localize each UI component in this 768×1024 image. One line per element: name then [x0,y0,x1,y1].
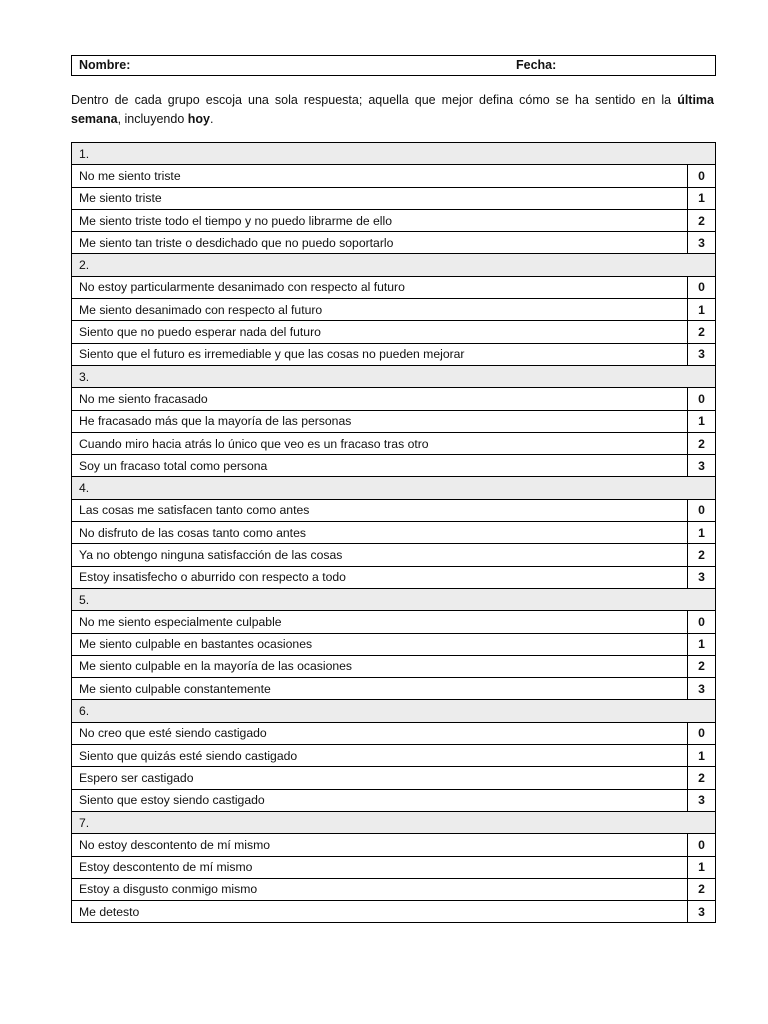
instructions-text-3: . [209,112,214,126]
option-text: No me siento triste [72,165,688,187]
option-score: 3 [687,901,715,923]
group-number: 7. [72,811,716,833]
option-row[interactable] [72,522,716,544]
option-row[interactable] [72,410,716,432]
option-row[interactable] [72,901,716,923]
option-row[interactable] [72,343,716,365]
group-header-row [72,811,716,833]
option-text: Soy un fracaso total como persona [72,455,688,477]
group-number: 3. [72,365,716,387]
option-score: 3 [687,343,715,365]
option-score: 3 [687,789,715,811]
group-number: 4. [72,477,716,499]
option-row[interactable] [72,745,716,767]
option-text: Me siento culpable constantemente [72,678,688,700]
option-text: Me siento tan triste o desdichado que no puedo soportarlo [72,232,688,254]
group-header-row [72,254,716,276]
option-row[interactable] [72,878,716,900]
option-score: 3 [687,566,715,588]
option-row[interactable] [72,789,716,811]
option-text: Me siento culpable en la mayoría de las ocasiones [72,655,688,677]
date-label: Fecha: [516,58,557,72]
option-text: No me siento fracasado [72,388,688,410]
group-header-row [72,143,716,165]
option-text: He fracasado más que la mayoría de las personas [72,410,688,432]
option-row[interactable] [72,544,716,566]
option-score: 1 [687,299,715,321]
instructions-bold-today: hoy [187,112,210,126]
header-box [71,55,716,76]
option-row[interactable] [72,633,716,655]
instructions-text-1: Dentro de cada grupo escoja una sola respuesta; aquella que mejor defina cómo se ha sentido en la [71,93,678,107]
group-number: 1. [72,143,716,165]
option-row[interactable] [72,165,716,187]
option-score: 2 [687,878,715,900]
option-row[interactable] [72,432,716,454]
group-header-row [72,700,716,722]
option-text: No disfruto de las cosas tanto como antes [72,522,688,544]
option-score: 2 [687,655,715,677]
group-header-row [72,588,716,610]
inventory-table [71,142,716,923]
instructions [71,91,714,129]
option-score: 3 [687,232,715,254]
option-score: 0 [687,276,715,298]
questionnaire-page [71,55,716,923]
group-number: 5. [72,588,716,610]
option-score: 0 [687,722,715,744]
option-row[interactable] [72,678,716,700]
option-row[interactable] [72,455,716,477]
option-score: 1 [687,633,715,655]
group-number: 2. [72,254,716,276]
option-row[interactable] [72,299,716,321]
option-row[interactable] [72,655,716,677]
inventory-body [72,143,716,923]
option-score: 2 [687,432,715,454]
option-row[interactable] [72,499,716,521]
option-score: 2 [687,321,715,343]
option-row[interactable] [72,834,716,856]
option-score: 2 [687,767,715,789]
option-score: 3 [687,678,715,700]
option-score: 0 [687,834,715,856]
option-text: Espero ser castigado [72,767,688,789]
option-text: Siento que no puedo esperar nada del futuro [72,321,688,343]
option-row[interactable] [72,321,716,343]
option-score: 1 [687,856,715,878]
option-text: Cuando miro hacia atrás lo único que veo es un fracaso tras otro [72,432,688,454]
option-text: Me siento triste todo el tiempo y no puedo librarme de ello [72,209,688,231]
option-row[interactable] [72,611,716,633]
option-text: Estoy descontento de mí mismo [72,856,688,878]
option-score: 0 [687,165,715,187]
option-score: 1 [687,745,715,767]
group-header-row [72,365,716,387]
option-text: Estoy insatisfecho o aburrido con respecto a todo [72,566,688,588]
option-score: 0 [687,499,715,521]
option-text: Ya no obtengo ninguna satisfacción de las cosas [72,544,688,566]
option-score: 1 [687,522,715,544]
option-text: Me detesto [72,901,688,923]
option-text: Siento que estoy siendo castigado [72,789,688,811]
option-text: No me siento especialmente culpable [72,611,688,633]
option-row[interactable] [72,187,716,209]
option-text: Las cosas me satisfacen tanto como antes [72,499,688,521]
option-row[interactable] [72,209,716,231]
option-text: Siento que el futuro es irremediable y que las cosas no pueden mejorar [72,343,688,365]
option-score: 3 [687,455,715,477]
option-row[interactable] [72,232,716,254]
option-text: Siento que quizás esté siendo castigado [72,745,688,767]
option-row[interactable] [72,388,716,410]
option-row[interactable] [72,767,716,789]
option-score: 1 [687,410,715,432]
option-text: No estoy descontento de mí mismo [72,834,688,856]
instructions-text-2: , incluyendo [117,112,188,126]
group-header-row [72,477,716,499]
option-score: 2 [687,544,715,566]
option-text: Estoy a disgusto conmigo mismo [72,878,688,900]
option-row[interactable] [72,566,716,588]
option-text: Me siento desanimado con respecto al futuro [72,299,688,321]
option-row[interactable] [72,722,716,744]
option-text: Me siento culpable en bastantes ocasiones [72,633,688,655]
option-text: No estoy particularmente desanimado con respecto al futuro [72,276,688,298]
option-text: Me siento triste [72,187,688,209]
option-row[interactable] [72,856,716,878]
name-label: Nombre: [79,58,131,72]
option-row[interactable] [72,276,716,298]
option-text: No creo que esté siendo castigado [72,722,688,744]
option-score: 0 [687,388,715,410]
option-score: 1 [687,187,715,209]
group-number: 6. [72,700,716,722]
option-score: 2 [687,209,715,231]
option-score: 0 [687,611,715,633]
instructions-bold-last-week: última semana [71,93,714,126]
